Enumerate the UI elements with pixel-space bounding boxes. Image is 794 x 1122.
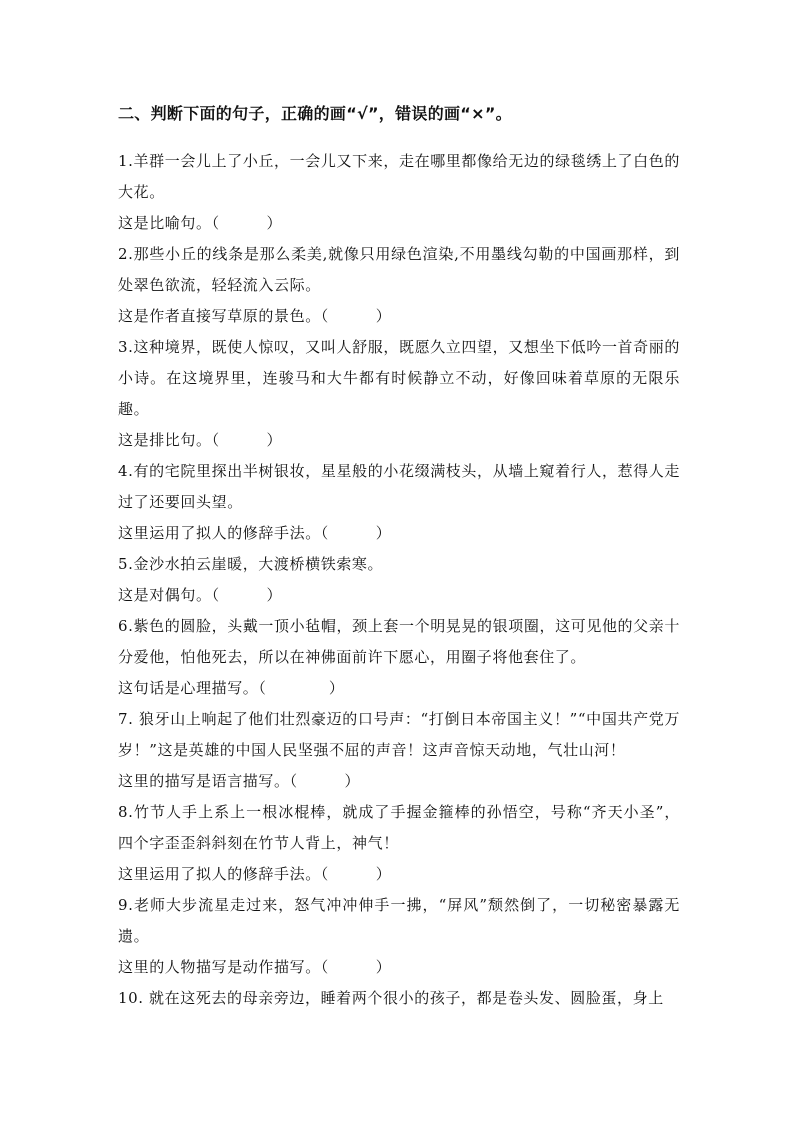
question-text: 1.羊群一会儿上了小丘，一会儿又下来，走在哪里都像给无边的绿毯绣上了白色的大花。 [118, 152, 680, 201]
question-10 [118, 983, 680, 1014]
question-text: 3.这种境界，既使人惊叹，又叫人舒服，既愿久立四望，又想坐下低吟一首奇丽的小诗。在这境界里，连骏马和大牛都有时候静立不动，好像回味着草原的无限乐趣。 [118, 338, 680, 418]
question-2 [118, 239, 680, 332]
question-text: 8.竹节人手上系上一根冰棍棒，就成了手握金箍棒的孙悟空，号称“齐天小圣”，四个字歪歪斜斜刻在竹节人背上，神气！ [118, 803, 680, 852]
judgement-statement: 这是对偶句。（ ） [118, 586, 283, 604]
judgement-statement: 这是比喻句。（ ） [118, 214, 283, 232]
question-text: 4.有的宅院里探出半树银妆，星星般的小花缀满枝头，从墙上窥着行人，惹得人走过了还要回头望。 [118, 462, 680, 511]
question-text: 6.紫色的圆脸，头戴一顶小毡帽，颈上套一个明晃晃的银项圈，这可见他的父亲十分爱他，怕他死去，所以在神佛面前许下愿心，用圈子将他套住了。 [118, 617, 680, 666]
question-text: 5.金沙水拍云崖暖，大渡桥横铁索寒。 [118, 555, 384, 573]
judgement-statement: 这里运用了拟人的修辞手法。（ ） [118, 865, 392, 883]
question-1 [118, 146, 680, 239]
question-8 [118, 797, 680, 890]
question-5 [118, 549, 680, 611]
section-title: 二、判断下面的句子，正确的画“√”，错误的画“×”。 [118, 104, 512, 123]
judgement-statement: 这句话是心理描写。（ ） [118, 679, 345, 697]
question-text: 2.那些小丘的线条是那么柔美,就像只用绿色渲染,不用墨线勾勒的中国画那样，到处翠色欲流，轻轻流入云际。 [118, 245, 680, 294]
question-4 [118, 456, 680, 549]
question-text: 7. 狼牙山上响起了他们壮烈豪迈的口号声：“打倒日本帝国主义！”“中国共产党万岁！”这是英雄的中国人民坚强不屈的声音！这声音惊天动地，气壮山河！ [118, 710, 680, 759]
question-6 [118, 611, 680, 704]
question-9 [118, 890, 680, 983]
judgement-statement: 这是作者直接写草原的景色。（ ） [118, 307, 392, 325]
judgement-statement: 这是排比句。（ ） [118, 431, 283, 449]
judgement-statement: 这里运用了拟人的修辞手法。（ ） [118, 524, 392, 542]
question-list [118, 146, 680, 1014]
judgement-statement: 这里的描写是语言描写。（ ） [118, 772, 361, 790]
question-3 [118, 332, 680, 456]
question-text: 10. 就在这死去的母亲旁边，睡着两个很小的孩子，都是卷头发、圆脸蛋，身上 [118, 989, 664, 1007]
question-7 [118, 704, 680, 797]
judgement-statement: 这里的人物描写是动作描写。（ ） [118, 958, 392, 976]
question-text: 9.老师大步流星走过来，怒气冲冲伸手一拂，“屏风”颓然倒了，一切秘密暴露无遗。 [118, 896, 680, 945]
